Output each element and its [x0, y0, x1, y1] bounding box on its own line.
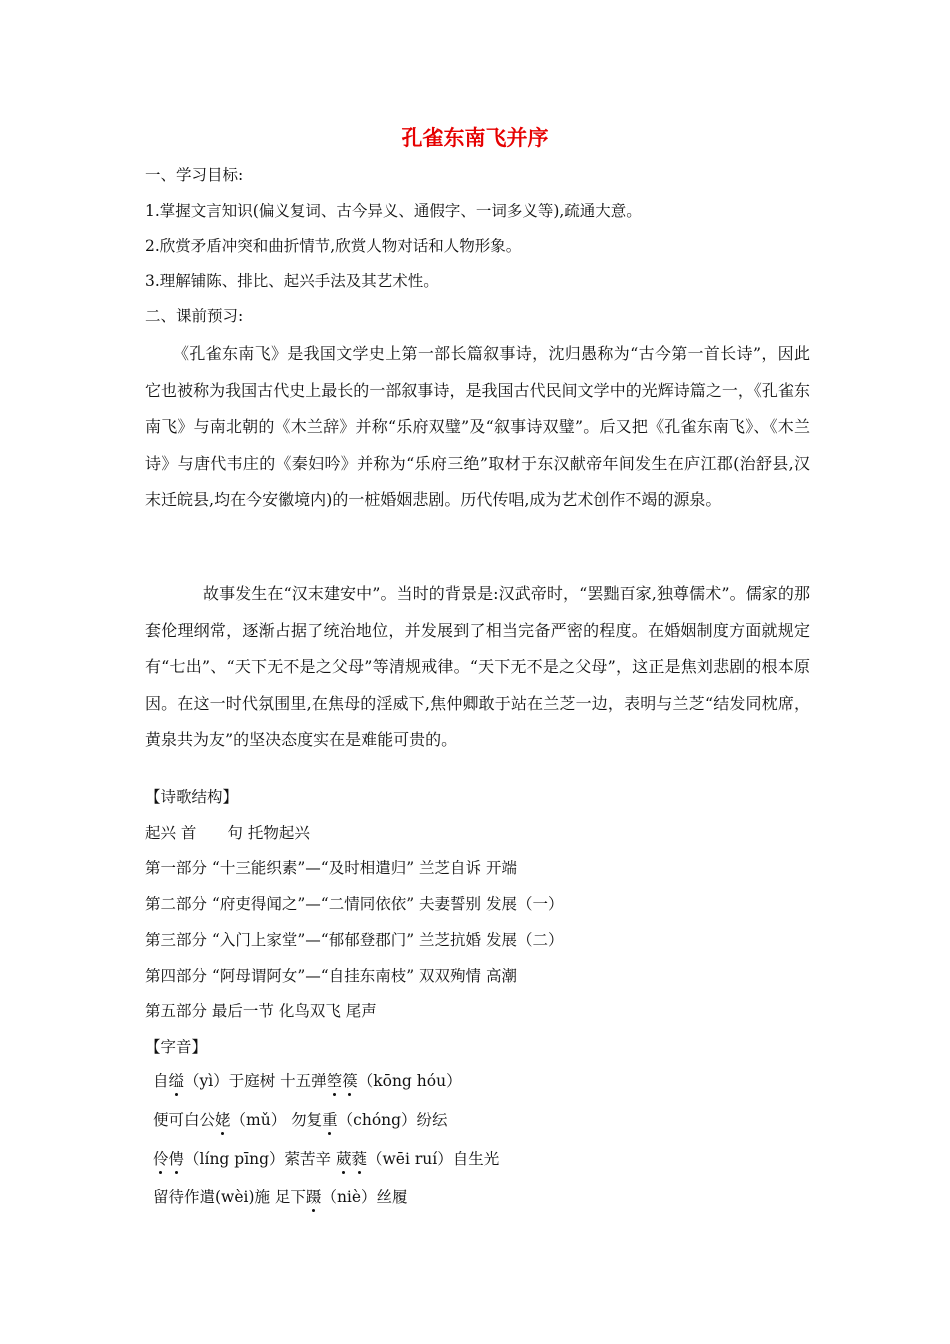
dotted-character: 蕤 — [351, 1150, 368, 1168]
goal-item: 1.掌握文言知识(偏义复词、古今异义、通假字、一词多义等),疏通大意。 — [145, 202, 642, 220]
dotted-character: 葳 — [336, 1150, 352, 1168]
structure-line: 第五部分 最后一节 化鸟双飞 尾声 — [145, 1002, 377, 1020]
pron-text: （niè）丝履 — [321, 1188, 408, 1206]
document-title: 孔雀东南飞并序 — [401, 126, 549, 150]
pron-text: （yì）于庭树 十五弹 — [184, 1072, 327, 1090]
pron-text: （chóng）纷纭 — [337, 1111, 448, 1129]
pronunciation-line — [153, 1110, 448, 1130]
dotted-character: 箜 — [326, 1072, 343, 1090]
dotted-character: 蹑 — [305, 1188, 322, 1206]
pron-text: 便可白公 — [153, 1111, 216, 1129]
structure-line: 第四部分 “阿母谓阿女”—“自挂东南枝” 双双殉情 高潮 — [145, 967, 517, 985]
goal-item: 2.欣赏矛盾冲突和曲折情节,欣赏人物对话和人物形象。 — [145, 237, 522, 255]
dotted-character: 缢 — [168, 1072, 185, 1090]
pron-text: 自 — [153, 1072, 169, 1090]
dotted-character: 俜 — [168, 1150, 185, 1168]
pronunciation-line — [153, 1071, 462, 1091]
structure-line: 起兴 首 句 托物起兴 — [145, 824, 310, 842]
dotted-character: 篌 — [342, 1072, 358, 1090]
pronunciation-heading: 【字音】 — [145, 1038, 208, 1056]
pron-text: （líng pīng）萦苦辛 — [184, 1150, 336, 1168]
dotted-character: 伶 — [153, 1150, 169, 1168]
pron-text: 留待作遣(wèi)施 足下 — [153, 1188, 306, 1206]
pronunciation-line — [153, 1187, 408, 1207]
pron-text: （kōng hóu） — [357, 1072, 462, 1090]
structure-line: 第三部分 “入门上家堂”—“郁郁登郡门” 兰芝抗婚 发展（二） — [145, 931, 564, 949]
dotted-character: 姥 — [215, 1111, 231, 1129]
structure-line: 第二部分 “府吏得闻之”—“二情同依依” 夫妻誓别 发展（一） — [145, 895, 564, 913]
pronunciation-line — [153, 1149, 499, 1169]
structure-line: 第一部分 “十三能织素”—“及时相遣归” 兰芝自诉 开端 — [145, 859, 517, 877]
pron-text: （wēi ruí）自生光 — [367, 1150, 500, 1168]
intro-paragraph: 《孔雀东南飞》是我国文学史上第一部长篇叙事诗，沈归愚称为“古今第一首长诗”，因此它也被称为我国古代史上最长的一部叙事诗，是我国古代民间文学中的光辉诗篇之一，《孔雀东南飞》与南北朝的《木兰辞》并称“乐府双璧”及“叙事诗双璧”。后又把《孔雀东南飞》、《木兰诗》与唐代韦庄的《秦妇吟》并称为“乐府三绝”取材于东汉献帝年间发生在庐江郡(治舒县,汉末迁皖县,均在今安徽境内)的一桩婚姻悲剧。历代传唱,成为艺术创作不竭的源泉。 — [145, 344, 810, 509]
dotted-character: 重 — [322, 1111, 338, 1129]
structure-heading: 【诗歌结构】 — [145, 788, 239, 806]
goal-item: 3.理解铺陈、排比、起兴手法及其艺术性。 — [145, 272, 439, 290]
background-paragraph: 故事发生在“汉末建安中”。当时的背景是:汉武帝时，“罢黜百家,独尊儒术”。儒家的那套伦理纲常，逐渐占据了统治地位，并发展到了相当完备严密的程度。在婚姻制度方面就规定有“七出”、“天下无不是之父母”等清规戒律。“天下无不是之父母”，这正是焦刘悲剧的根本原因。在这一时代氛围里,在焦母的淫威下,焦仲卿敢于站在兰芝一边，表明与兰芝“结发同枕席，黄泉共为友”的坚决态度实在是难能可贵的。 — [145, 584, 810, 749]
section-heading-preview: 二、课前预习: — [145, 307, 244, 325]
pron-text: （mǔ） 勿复 — [230, 1111, 323, 1129]
section-heading-goals: 一、学习目标: — [145, 166, 244, 184]
